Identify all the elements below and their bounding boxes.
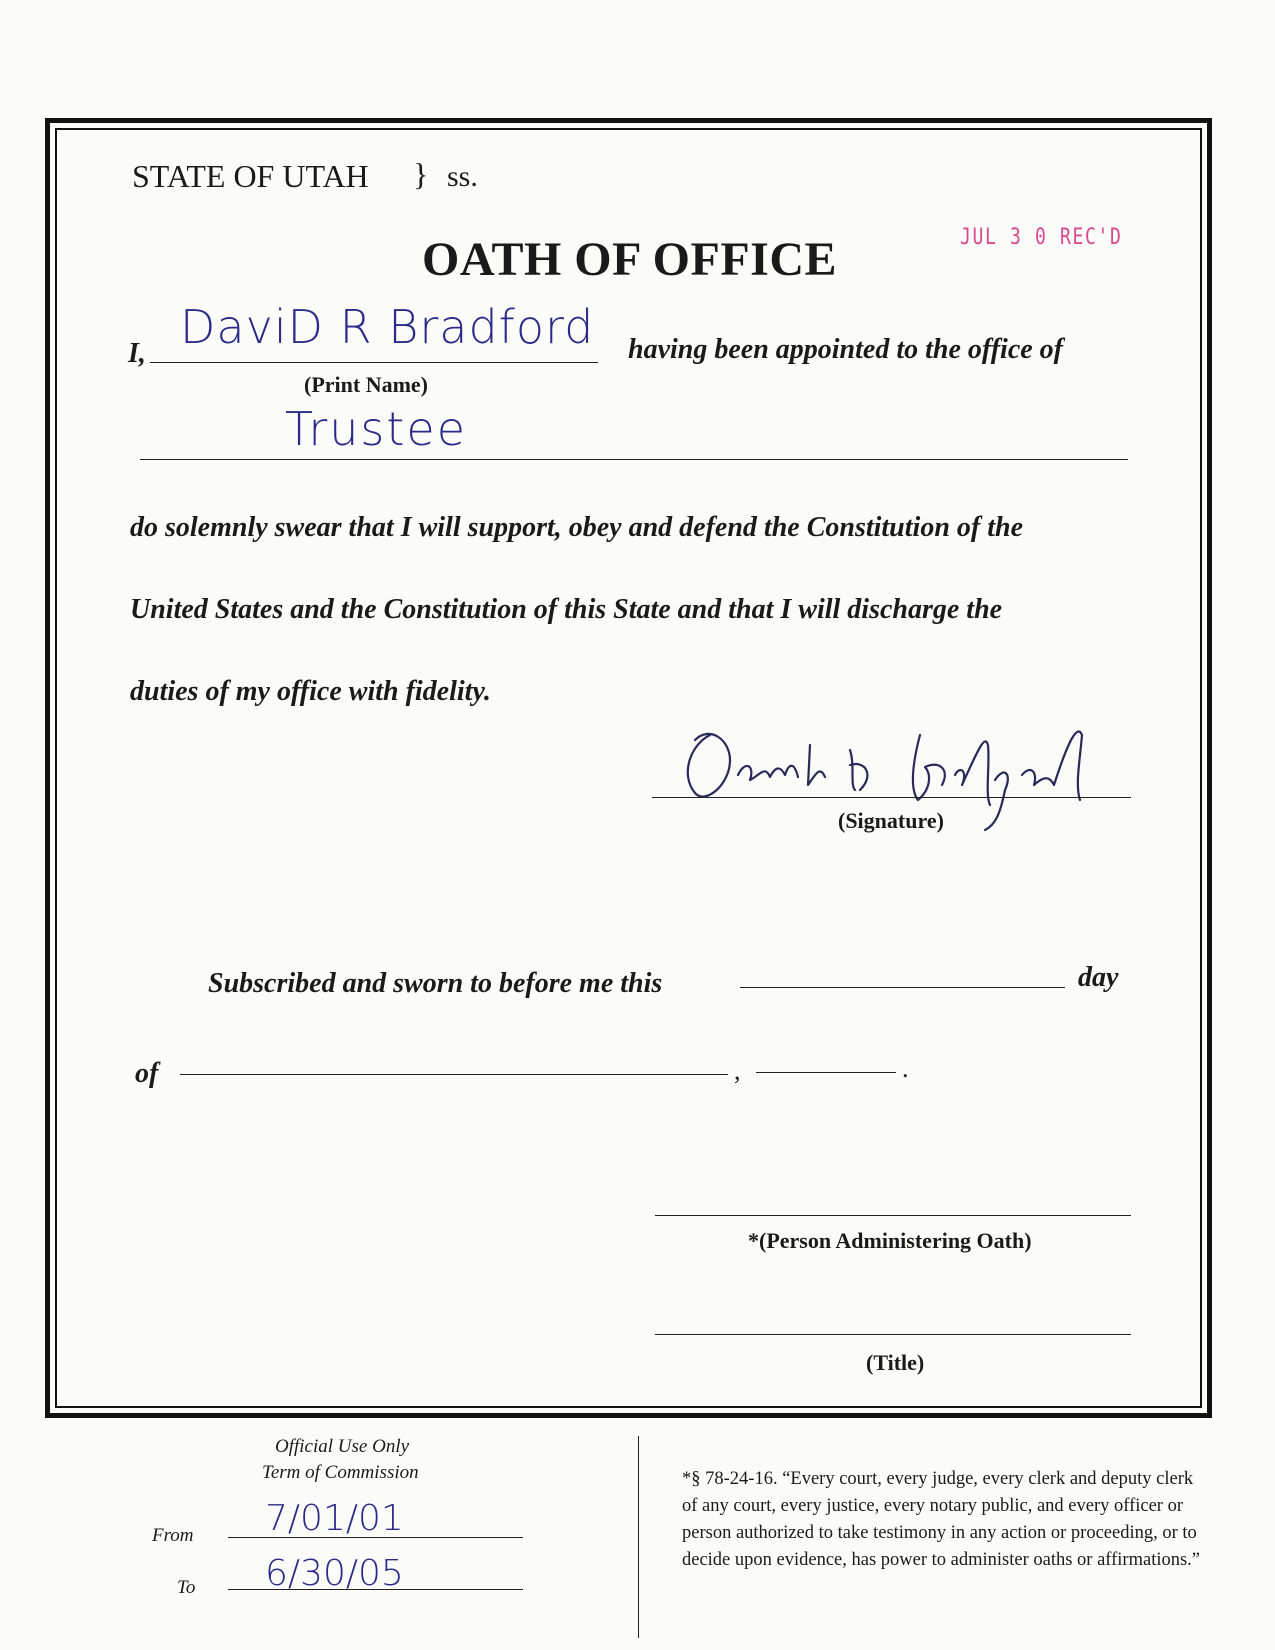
oath-body-line-2: United States and the Constitution of this State and that I will discharge the <box>130 594 1003 625</box>
ss-label: ss. <box>447 160 478 193</box>
office-value[interactable]: Trustee <box>285 402 468 456</box>
administering-line[interactable] <box>655 1215 1131 1216</box>
state-label: STATE OF UTAH <box>132 158 369 194</box>
oath-body-line-3: duties of my office with fidelity. <box>130 676 491 707</box>
comma-mark: , <box>734 1056 741 1085</box>
administering-label: *(Person Administering Oath) <box>748 1228 1032 1253</box>
received-stamp: JUL 3 0 REC'D <box>960 225 1123 250</box>
to-value[interactable]: 6/30/05 <box>265 1553 404 1594</box>
document-title: OATH OF OFFICE <box>422 233 837 286</box>
print-name-value[interactable]: DaviD R Bradford <box>180 300 595 354</box>
statute-footnote: *§ 78-24-16. “Every court, every judge, every clerk and deputy clerk of any court, every justice, every notary public, and every officer or person authorized to take testimony in any action or proceeding, or to decide upon evidence, has power to administer oaths or affirmations.” <box>682 1469 1201 1570</box>
office-line <box>140 459 1128 460</box>
subscribed-text: Subscribed and sworn to before me this <box>208 968 663 999</box>
day-line[interactable] <box>740 987 1065 988</box>
of-label: of <box>135 1058 159 1089</box>
month-line[interactable] <box>180 1074 728 1075</box>
title-label: (Title) <box>866 1350 925 1375</box>
signature-name <box>700 760 709 761</box>
print-name-label: (Print Name) <box>304 372 429 397</box>
appointed-text: having been appointed to the office of <box>628 334 1063 365</box>
signature-line <box>652 797 1131 798</box>
year-line[interactable] <box>756 1072 896 1073</box>
to-line <box>228 1589 523 1590</box>
oath-body-line-1: do solemnly swear that I will support, obey and defend the Constitution of the <box>130 512 1023 543</box>
period-mark: . <box>902 1054 909 1083</box>
footer-divider <box>638 1436 639 1638</box>
from-value[interactable]: 7/01/01 <box>265 1498 404 1539</box>
from-label: From <box>152 1525 194 1546</box>
print-name-line <box>150 362 598 363</box>
title-line[interactable] <box>655 1334 1131 1335</box>
brace-symbol: } <box>413 156 429 192</box>
official-use-heading: Official Use Only <box>275 1436 410 1457</box>
to-label: To <box>177 1577 196 1598</box>
term-of-commission-heading: Term of Commission <box>262 1462 419 1483</box>
signature-label: (Signature) <box>838 808 944 833</box>
intro-i: I, <box>128 338 146 369</box>
from-line <box>228 1537 523 1538</box>
day-label: day <box>1078 962 1119 993</box>
